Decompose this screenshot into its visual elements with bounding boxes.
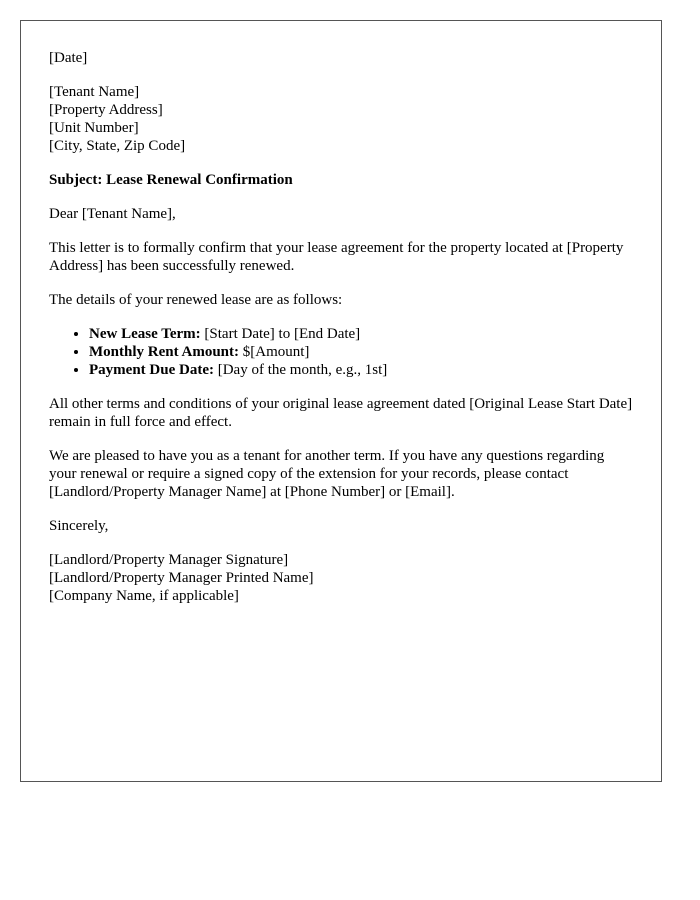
lease-detail-value: $[Amount] [239, 344, 310, 360]
letter-page [20, 20, 662, 782]
lease-detail-item [89, 343, 633, 361]
lease-detail-value: [Day of the month, e.g., 1st] [213, 362, 388, 378]
recipient-city-state-zip: [City, State, Zip Code] [49, 138, 186, 154]
lease-detail-term: Monthly Rent Amount: [89, 344, 240, 360]
terms-paragraph: All other terms and conditions of your original lease agreement dated [Original Lease Start Date] remain in full force and effect. [49, 396, 633, 430]
closing-paragraph: We are pleased to have you as a tenant for another term. If you have any questions regarding your renewal or require a signed copy of the extension for your records, please contact [Landlord/Property Manager Name] at [Phone Number] or [Email]. [49, 448, 605, 500]
letter-subject: Subject: Lease Renewal Confirmation [49, 172, 293, 188]
recipient-address-block [49, 83, 633, 155]
signature-block [49, 551, 633, 605]
lease-detail-item [89, 361, 633, 379]
lease-detail-value: [Start Date] to [End Date] [200, 326, 361, 342]
signature-line: [Landlord/Property Manager Signature] [49, 552, 289, 568]
signoff: Sincerely, [49, 518, 109, 534]
recipient-unit: [Unit Number] [49, 120, 139, 136]
lease-details-list [49, 325, 633, 379]
lease-detail-term: Payment Due Date: [89, 362, 214, 378]
recipient-name: [Tenant Name] [49, 84, 140, 100]
details-intro: The details of your renewed lease are as follows: [49, 292, 343, 308]
intro-paragraph: This letter is to formally confirm that your lease agreement for the property located at [Property Address] has been successfully renewed. [49, 240, 624, 274]
printed-name: [Landlord/Property Manager Printed Name] [49, 570, 314, 586]
letter-date: [Date] [49, 50, 88, 66]
lease-detail-term: New Lease Term: [89, 326, 201, 342]
lease-detail-item [89, 325, 633, 343]
recipient-property-address: [Property Address] [49, 102, 163, 118]
salutation: Dear [Tenant Name], [49, 206, 176, 222]
company-name: [Company Name, if applicable] [49, 588, 239, 604]
